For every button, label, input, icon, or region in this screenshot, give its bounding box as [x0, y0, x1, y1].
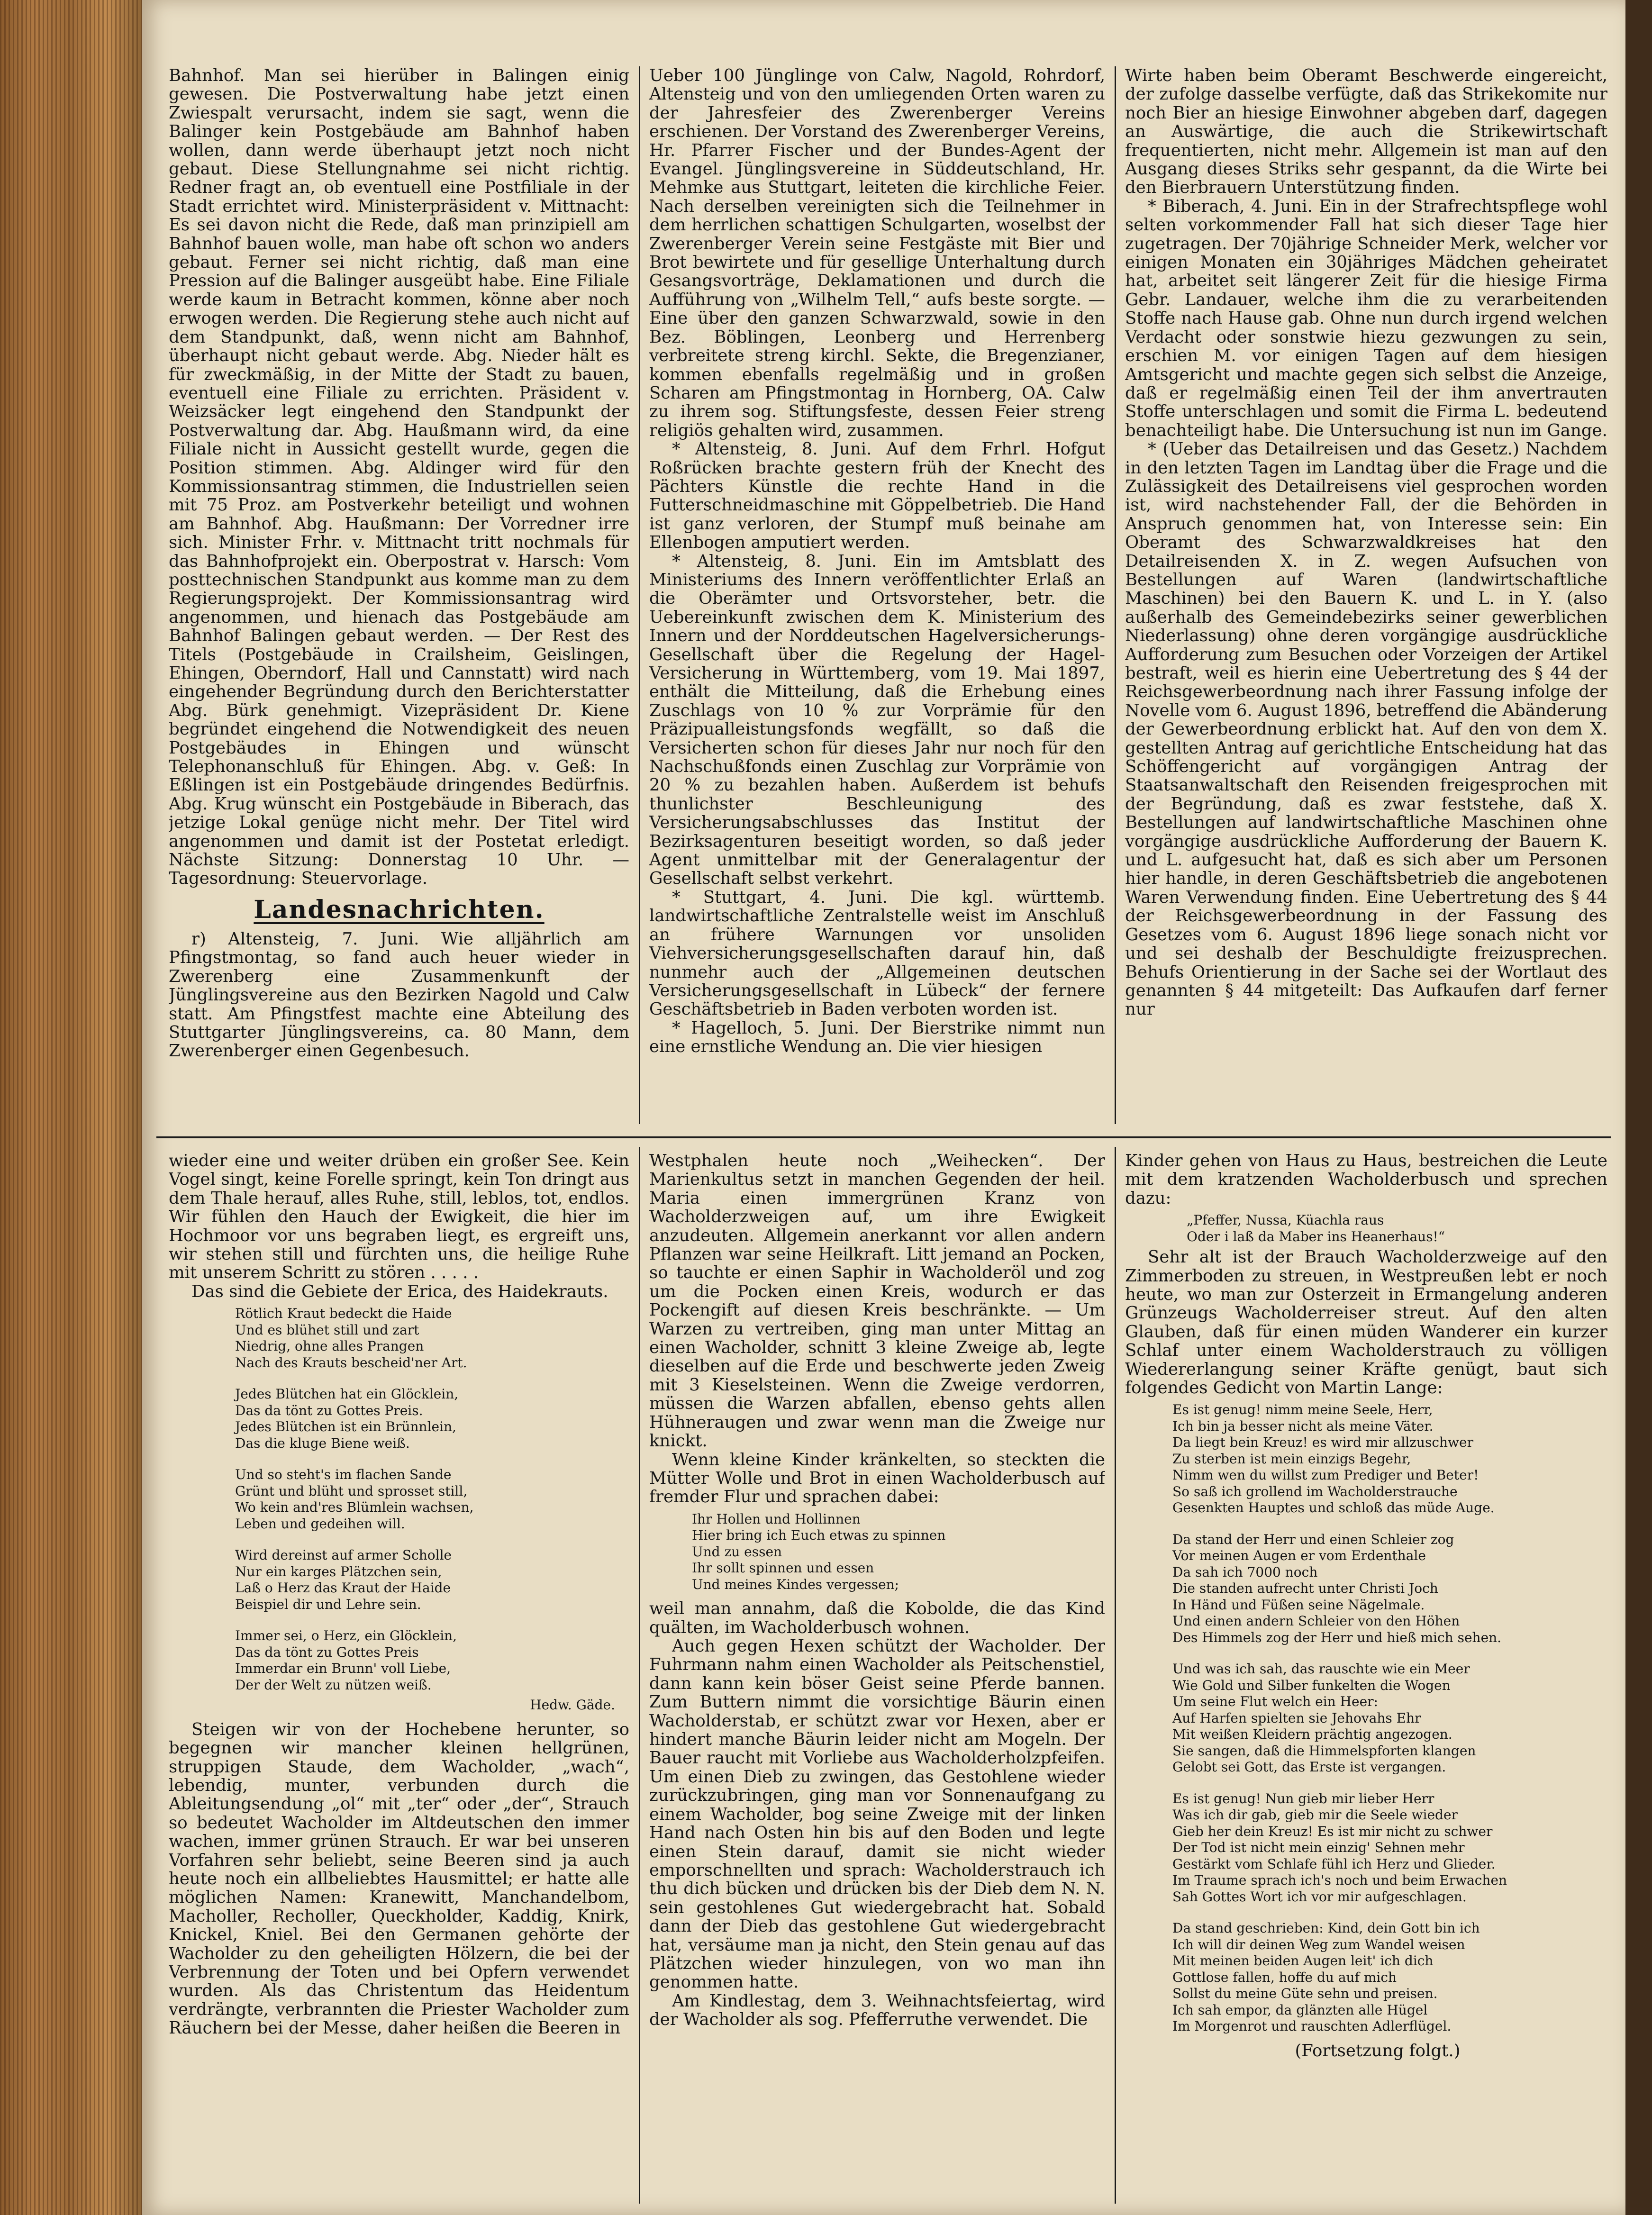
column-rule — [1115, 66, 1116, 1124]
page-number — [1635, 0, 1652, 64]
article-biberach: * Biberach, 4. Juni. Ein in der Strafrechtspflege wohl selten vorkommender Fall hat sich dieser Tage hier zugetragen. Der 70jährige Schneider Merk, welcher vor einigen Monaten ein 30jähriges Mädchen geheiratet hat, arbeitet seit längerer Zeit für die hiesige Firma Gebr. Landauer, welche ihm die zu verarbeitenden Stoffe nach Hause gab. Ohne nun durch irgend welchen Verdacht oder sonstwie hiezu gezwungen zu sein, erschien M. vor einigen Tagen auf dem hiesigen Amtsgericht und machte gegen sich selbst die Anzeige, daß er regelmäßig einen Teil der ihm anvertrauten Stoffe unterschlagen und somit die Firma L. bedeutend benachteiligt habe. Die Untersuchung ist nun im Gange. — [1125, 196, 1607, 440]
poem-stanza: Es ist genug! Nun gieb mir lieber Herr Was ich dir gab, gieb mir die Seele wieder Gieb her dein Kreuz! Es ist mir nicht zu schwer Der Tod ist nicht mein einzig' Sehnen mehr Gestärkt vom Schlafe fühl ich Herz und Glieder. Im Traume sprach ich's noch und beim Erwachen Sah Gottes Wort ich vor mir aufgeschlagen. — [1172, 1790, 1507, 1905]
article-detailreisen: * (Ueber das Detailreisen und das Gesetz.) Nachdem in den letzten Tagen im Landtag über die Frage und die Zulässigkeit des Detailreisens viel gesprochen worden ist, wird nachstehender Fall, der die Behörden in Anspruch genommen hat, von Interesse sein: Ein Oberamt des Schwarzwaldkreises hat den Detailreisenden X. in Z. wegen Aufsuchen von Bestellungen auf Waren (landwirtschaftliche Maschinen) bei den Bauern K. und L. in Y. (also außerhalb des Gemeindebezirks seiner gewerblichen Niederlassung) ohne deren vorgängige ausdrückliche Aufforderung zum Besuchen oder Vorzeigen der Artikel bestraft, weil es hierin eine Uebertretung des § 44 der Reichsgewerbeordnung nach ihrer Fassung infolge der Novelle vom 6. August 1896, betreffend die Abänderung der Gewerbeordnung erblickt hat. Auf den von dem X. gestellten Antrag auf gerichtliche Entscheidung hat das Schöffengericht auf vorgängigen Antrag der Staatsanwaltschaft den Reisenden freigesprochen mit der Begründung, daß es zwar feststehe, daß X. Bestellungen auf landwirtschaftliche Maschinen ohne vorgängige ausdrückliche Aufforderung der Bauern K. und L. aufgesucht hat, daß es sich aber um Personen hier handle, in deren Geschäftsbetrieb die angebotenen Waren Verwendung finden. Eine Uebertretung des § 44 der Reichsgewerbeordnung in der Fassung des Gesetzes vom 6. August 1896 liege sonach nicht vor und sei deshalb der Beschuldigte freizusprechen. Behufs Orientierung in der Sache sei der Wortlaut des genannten § 44 mitgeteilt: Das Aufkaufen darf ferner nur — [1125, 439, 1607, 1019]
poem-stanza: Da stand geschrieben: Kind, dein Gott bin ich Ich will dir deinen Weg zum Wandel weisen Mit meinen beiden Augen leit' ich dich Gottlose fallen, hoffe du auf mich Sollst du meine Güte sehn und preisen. Ich sah empor, da glänzten alle Hügel Im Morgenrot und rauschten Adlerflügel. — [1172, 1920, 1480, 2034]
poem-author: Hedw. Gäde. — [530, 1697, 615, 1713]
book-binding-edge — [0, 0, 142, 2215]
rhyme-hollen: Ihr Hollen und Hollinnen Hier bring ich Euch etwas zu spinnen Und zu essen Ihr sollt spinnen und essen Und meines Kindes vergessen; — [692, 1511, 946, 1592]
column-rule — [639, 66, 640, 1124]
article-jünglingsvereine: Ueber 100 Jünglinge von Calw, Nagold, Rohrdorf, Altensteig und von den umliegenden Orten waren zu der Jahresfeier des Zwerenberger Vereins erschienen. Der Vorstand des Zwerenberger Vereins, Hr. Pfarrer Fischer und der Bundes-Agent der Evangel. Jünglingsvereine in Süddeutschland, Hr. Mehmke aus Stuttgart, leiteten die kirchliche Feier. Nach derselben vereinigten sich die Teilnehmer in dem herrlichen schattigen Schulgarten, woselbst der Zwerenberger Verein seine Festgäste mit Bier und Brot bewirtete und für gesellige Unterhaltung durch Gesangsvorträge, Deklamationen und durch die Aufführung von „Wilhelm Tell,“ aufs beste sorgte. — Eine über den ganzen Schwarzwald, sowie in den Bez. Böblingen, Leonberg und Herrenberg verbreitete streng kirchl. Sekte, die Bregenzianer, kommen ebenfalls regelmäßig und in großen Scharen am Pfingstmontag in Hornberg, OA. Calw zu ihrem sog. Stiftungsfeste, dessen Feier streng religiös gehalten wird, zusammen. — [649, 66, 1105, 440]
article-hagelloch-continued: Wirte haben beim Oberamt Beschwerde eingereicht, der zufolge dasselbe verfügte, daß das Strikekomite nur noch Bier an hiesige Einwohner abgeben darf, dagegen an Auswärtige, die auch die Strikewirtschaft frequentierten, nicht mehr. Allgemein ist man auf den Ausgang dieses Striks sehr gespannt, da die Wirte bei den Bierbrauern Unterstützung finden. — [1125, 66, 1607, 198]
section-heading: Landesnachrichten. — [254, 895, 545, 924]
newspaper-page — [142, 0, 1625, 2215]
feuilleton-paragraph: Westphalen heute noch „Weihecken“. Der Marienkultus setzt in manchen Gegenden der heil. Maria einen immergrünen Kranz von Wacholderzweigen auf, um ihre Ewigkeit anzudeuten. Allgemein anerkannt vor allen andern Pflanzen war seine Heilkraft. Litt jemand an Pocken, so tauchte er einen Saphir in Wacholderöl und zog um die Pocken einen Kreis, wodurch er das Pockengift auf diesen Kreis beschränkte. — Um Warzen zu vertreiben, ging man unter Mittag an einen Wacholder, schnitt 3 kleine Zweige ab, legte dieselben auf die Erde und beschwerte jeden Zweig mit 3 Kieselsteinen. Wenn die Zweige verdorren, müssen die Warzen abfallen, ebenso gehts allen Hühneraugen und zwar wenn man die Zweige nur knickt. — [649, 1152, 1105, 1451]
feuilleton-paragraph: Auch gegen Hexen schützt der Wacholder. Der Fuhrmann nahm einen Wacholder als Peitschenstiel, dann kann kein böser Geist seine Pferde bannen. Zum Buttern nimmt die vorsichtige Bäurin einen Wacholderstab, er schützt zwar vor Hexen, aber er hindert manche Bäurin leider nicht am Mogeln. Der Bauer raucht mit Vorliebe aus Wacholderholzpfeifen. Um einen Dieb zu zwingen, das Gestohlene wieder zurückzubringen, ging man vor Sonnenaufgang zu einem Wacholder, bog seine Zweige mit der linken Hand nach Osten hin bis auf den Boden und legte einen Stein darauf, damit sie nicht wieder emporschnellten und sprach: Wacholderstrauch ich thu dich bücken und drücken bis der Dieb dem N. N. sein gestohlenes Gut wiedergebracht hat. Sobald dann der Dieb das gestohlene Gut wiedergebracht hat, versäume man ja nicht, den Stein genau auf das Plätzchen wieder hinzulegen, von wo man ihn genommen hatte. — [649, 1636, 1105, 1992]
feuilleton-paragraph: weil man annahm, daß die Kobolde, die das Kind quälten, im Wacholderbusch wohnen. — [649, 1599, 1105, 1637]
feuilleton-paragraph: Sehr alt ist der Brauch Wacholderzweige auf den Zimmerboden zu streuen, in Westpreußen lebt er noch heute, wo man zur Osterzeit in Ermangelung anderen Grünzeugs Wacholderreiser streut. Auf den alten Glauben, daß für einen müden Wanderer ein kurzer Schlaf unter einem Wacholderstrauch zu völligen Wiedererlangung seiner Kräfte genügt, baut sich folgendes Gedicht von Martin Lange: — [1125, 1247, 1607, 1398]
poem-stanza: Da stand der Herr und einen Schleier zog Vor meinen Augen er vom Erdenthale Da sah ich 7000 noch Die standen aufrecht unter Christi Joch In Händ und Füßen seine Nägelmale. Und einen andern Schleier von den Höhen Des Himmels zog der Herr und hieß mich sehen. — [1172, 1531, 1502, 1645]
feuilleton-paragraph: Kinder gehen von Haus zu Haus, bestreichen die Leute mit dem kratzenden Wacholderbusch und sprechen dazu: — [1125, 1152, 1607, 1208]
poem-stanza: Es ist genug! nimm meine Seele, Herr, Ich bin ja besser nicht als meine Väter. Da liegt bein Kreuz! es wird mir allzuschwer Zu sterben ist mein einzigs Begehr, Nimm wen du willst zum Prediger und Beter! So saß ich grollend im Wacholderstrauche Gesenkten Hauptes und schloß das müde Auge. — [1172, 1402, 1495, 1516]
poem-stanza: Jedes Blütchen hat ein Glöcklein, Das da tönt zu Gottes Preis. Jedes Blütchen ist ein Brünnlein, Das die kluge Biene weiß. — [235, 1386, 459, 1451]
bottom-column-3 — [1125, 1152, 1607, 2204]
poem-haidekraut — [235, 1306, 629, 1714]
page-right-edge — [1625, 0, 1652, 2215]
column-rule — [1115, 1147, 1116, 2204]
continuation-note: (Fortsetzung folgt.) — [1295, 2041, 1461, 2061]
poem-stanza: Immer sei, o Herz, ein Glöcklein, Das da tönt zu Gottes Preis Immerdar ein Brunn' voll Liebe, Der der Welt zu nützen weiß. — [235, 1628, 457, 1693]
feuilleton-wacholder: Steigen wir von der Hochebene herunter, so begegnen wir mancher kleinen hellgrünen, struppigen Staude, dem Wacholder, „wach“, lebendig, munter, verbunden durch die Ableitungsendung „ol“ mit „ter“ oder „der“, Strauch so bedeutet Wacholder im Altdeutschen den immer wachen, immer grünen Strauch. Er war bei unseren Vorfahren sehr beliebt, seine Beeren sind ja auch heute noch ein allbeliebtes Hausmittel; er hatte alle möglichen Namen: Kranewitt, Manchandelbom, Macholler, Recholler, Queckholder, Kaddig, Knirk, Knickel, Kniel. Bei den Germanen gehörte der Wacholder zu den geheiligten Hölzern, die bei der Verbrennung der Toten und bei Opfern verwendet wurden. Als das Christentum das Heidentum verdrängte, verbrannten die Priester Wacholder zum Räuchern bei der Messe, daher heißen die Beeren in — [169, 1719, 629, 2038]
top-column-2 — [649, 66, 1105, 1137]
feuilleton-paragraph: Wenn kleine Kinder kränkelten, so steckten die Mütter Wolle und Brot in einen Wacholderbusch auf fremder Flur und sprachen dabei: — [649, 1450, 1105, 1507]
feuilleton-paragraph: Am Kindlestag, dem 3. Weihnachtsfeiertag, wird der Wacholder als sog. Pfefferruthe verwendet. Die — [649, 1991, 1105, 2030]
top-column-1 — [169, 66, 629, 1137]
article-stuttgart: * Stuttgart, 4. Juni. Die kgl. württemb. landwirtschaftliche Zentralstelle weist im Anschluß an frühere Warnungen vor unsoliden Viehversicherungsgesellschaften darauf hin, daß nunmehr auch der „Allgemeinen deutschen Versicherungsgesellschaft in Lübeck“ der fernere Geschäftsbetrieb in Baden verboten worden ist. — [649, 887, 1105, 1019]
article-hagelloch: * Hagelloch, 5. Juni. Der Bierstrike nimmt nun eine ernstliche Wendung an. Die vier hiesigen — [649, 1018, 1105, 1057]
poem-stanza: Und so steht's im flachen Sande Grünt und blüht und sprosset still, Wo kein and'res Blümlein wachsen, Leben und gedeihen will. — [235, 1467, 474, 1532]
poem-stanza: Rötlich Kraut bedeckt die Haide Und es blühet still und zart Niedrig, ohne alles Prangen Nach des Krauts bescheid'ner Art. — [235, 1306, 467, 1371]
article-altensteig-3: * Altensteig, 8. Juni. Ein im Amtsblatt des Ministeriums des Innern veröffentlichter Erlaß an die Oberämter und Ortsvorsteher, betr. die Uebereinkunft zwischen dem K. Ministerium des Innern und der Norddeutschen Hagelversicherungs-Gesellschaft über die Regelung der Hagel-Versicherung in Württemberg, vom 19. Mai 1897, enthält die Mitteilung, daß die Erhebung eines Zuschlags von 10 % zur Vorprämie für den Präzipualleistungsfonds wegfällt, so daß die Versicherten schon für dieses Jahr nur noch für den Nachschußfonds einen Zuschlag zur Vorprämie von 20 % zu bezahlen haben. Außerdem ist behufs thunlichster Beschleunigung des Versicherungsabschlusses das Institut der Bezirksagenturen beseitigt worden, so daß jeder Agent unmittelbar mit der Generalagentur der Gesellschaft selbst verkehrt. — [649, 551, 1105, 889]
column-rule — [639, 1147, 640, 2204]
bottom-column-2 — [649, 1152, 1105, 2204]
bottom-column-1 — [169, 1152, 629, 2204]
poem-martin-lange — [1172, 1402, 1607, 2035]
top-column-3 — [1125, 66, 1607, 1137]
article-altensteig-2: * Altensteig, 8. Juni. Auf dem Frhrl. Hofgut Roßrücken brachte gestern früh der Knecht des Pächters Künstle die rechte Hand in die Futterschneidmaschine mit Göppelbetrieb. Die Hand ist ganz verloren, der Stumpf muß beinahe am Ellenbogen amputiert werden. — [649, 439, 1105, 553]
article-altensteig-1: r) Altensteig, 7. Juni. Wie alljährlich am Pfingstmontag, so fand auch heuer wieder in Zwerenberg eine Zusammenkunft der Jünglingsvereine aus den Bezirken Nagold und Calw statt. Am Pfingstfest machte eine Abteilung des Stuttgarter Jünglingsvereins, ca. 80 Mann, dem Zwerenberger einen Gegenbesuch. — [169, 929, 629, 1061]
poem-stanza: Wird dereinst auf armer Scholle Nur ein karges Plätzchen sein, Laß o Herz das Kraut der Haide Beispiel dir und Lehre sein. — [235, 1547, 452, 1612]
poem-stanza: Und was ich sah, das rauschte wie ein Meer Wie Gold und Silber funkelten die Wogen Um seine Flut welch ein Heer: Auf Harfen spielten sie Jehovahs Ehr Mit weißen Kleidern prächtig angezogen. Sie sangen, daß die Himmelspforten klangen Gelobt sei Gott, das Erste ist vergangen. — [1172, 1661, 1476, 1775]
article-landtag-continued: Bahnhof. Man sei hierüber in Balingen einig gewesen. Die Postverwaltung habe jetzt einen Zwiespalt verursacht, indem sie sagt, wenn die Balinger kein Postgebäude am Bahnhof haben wollen, dann werde überhaupt jetzt noch nicht gebaut. Diese Stellungnahme sei nicht richtig. Redner fragt an, ob eventuell eine Postfiliale in der Stadt errichtet wird. Ministerpräsident v. Mittnacht: Es sei davon nicht die Rede, daß man prinzipiell am Bahnhof bauen wolle, man habe oft schon wo anders gebaut. Ferner sei nicht richtig, daß man eine Pression auf die Balinger ausgeübt habe. Eine Filiale werde kaum in Betracht kommen, könne aber noch erwogen werden. Die Regierung stehe auch nicht auf dem Standpunkt, daß, wenn nicht am Bahnhof, überhaupt nicht gebaut werde. Abg. Nieder hält es für zweckmäßig, in der Mitte der Stadt zu bauen, eventuell eine Filiale zu errichten. Präsident v. Weizsäcker legt eingehend den Standpunkt der Postverwaltung dar. Abg. Haußmann wird, da eine Filiale nicht in Aussicht gestellt wurde, gegen die Position stimmen. Abg. Aldinger wird für den Kommissionsantrag stimmen, die Industriellen seien mit 75 Proz. am Postverkehr beteiligt und wohnen am Bahnhof. Abg. Haußmann: Der Vorredner irre sich. Minister Frhr. v. Mittnacht tritt nochmals für das Bahnhofprojekt ein. Oberpostrat v. Harsch: Vom posttechnischen Standpunkt aus komme man zu dem Regierungsprojekt. Der Kommissionsantrag wird angenommen, und hienach das Postgebäude am Bahnhof Balingen gebaut werden. — Der Rest des Titels (Postgebäude in Crailsheim, Geislingen, Ehingen, Oberndorf, Hall und Cannstatt) wird nach eingehender Begründung durch den Berichterstatter Abg. Bürk genehmigt. Vizepräsident Dr. Kiene begründet eingehend die Notwendigkeit des neuen Postgebäudes in Ehingen und wünscht Telephonanschluß für Ehingen. Abg. v. Geß: In Eßlingen ist ein Postgebäude dringendes Bedürfnis. Abg. Krug wünscht ein Postgebäude in Biberach, das jetzige Lokal genüge nicht mehr. Der Titel wird angenommen und damit ist der Postetat erledigt. Nächste Sitzung: Donnerstag 10 Uhr. — Tagesordnung: Steuervorlage. — [169, 66, 629, 889]
rhyme-pfeffer: „Pfeffer, Nussa, Küachla raus Oder i laß da Maber ins Heanerhaus!“ — [1187, 1212, 1445, 1244]
feuilleton-intro: wieder eine und weiter drüben ein großer See. Kein Vogel singt, keine Forelle springt, kein Ton dringt aus dem Thale herauf, alles Ruhe, still, leblos, tot, endlos. Wir fühlen den Hauch der Ewigkeit, die hier im Hochmoor vor uns begraben liegt, es ergreift uns, wir stehen still und fürchten uns, die heilige Ruhe mit unserem Schritt zu stören . . . . . — [169, 1152, 629, 1283]
feuilleton-erica-line: Das sind die Gebiete der Erica, des Haidekrauts. — [191, 1281, 608, 1301]
